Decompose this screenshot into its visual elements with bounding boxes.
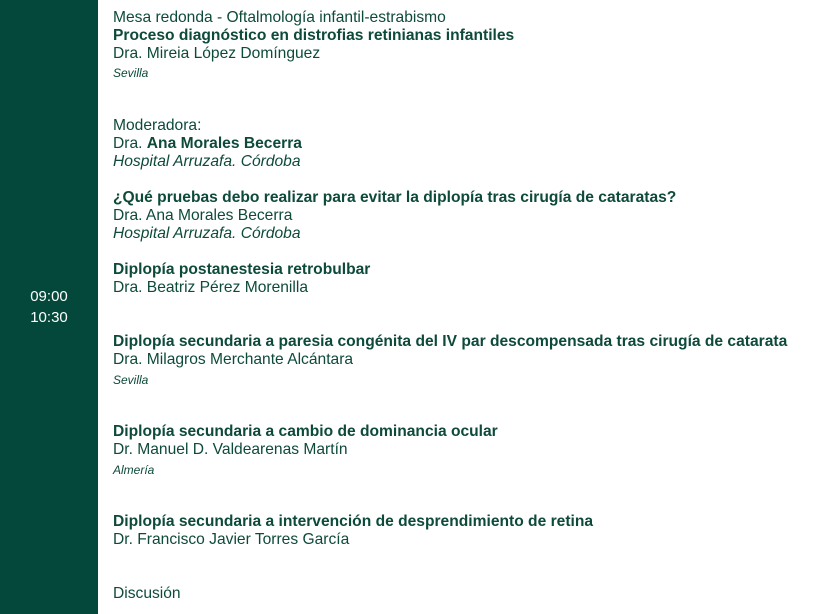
session-type: Mesa redonda - Oftalmología infantil-estrabismo [113, 9, 446, 26]
talk-speaker: Dr. Francisco Javier Torres García [113, 531, 350, 548]
talk-title: Diplopía postanestesia retrobulbar [113, 261, 371, 278]
time-column [0, 0, 98, 614]
talk-title: ¿Qué pruebas debo realizar para evitar la diplopía tras cirugía de cataratas? [113, 189, 677, 206]
intro-talk-title: Proceso diagnóstico en distrofias retinianas infantiles [113, 27, 515, 44]
talk-speaker: Dr. Manuel D. Valdearenas Martín [113, 441, 348, 458]
discussion-label: Discusión [113, 585, 181, 602]
talk-title: Diplopía secundaria a cambio de dominancia ocular [113, 423, 498, 440]
talk-speaker: Dra. Milagros Merchante Alcántara [113, 351, 354, 368]
intro-speaker: Dra. Mireia López Domínguez [113, 45, 321, 62]
moderator [113, 135, 302, 153]
talk-speaker: Dra. Beatriz Pérez Morenilla [113, 279, 308, 296]
talk-location: Sevilla [113, 373, 149, 387]
moderator-prefix: Dra. [113, 135, 147, 152]
talk-title: Diplopía secundaria a paresia congénita del IV par descompensada tras cirugía de catarata [113, 333, 788, 350]
talk-speaker: Dra. Ana Morales Becerra [113, 207, 293, 224]
end-time: 10:30 [30, 309, 68, 326]
talk-location: Almería [113, 463, 155, 477]
moderator-name: Ana Morales Becerra [146, 135, 302, 152]
moderator-label: Moderadora: [113, 117, 202, 134]
intro-location: Sevilla [113, 66, 149, 80]
moderator-affiliation: Hospital Arruzafa. Córdoba [113, 153, 301, 170]
talk-affiliation: Hospital Arruzafa. Córdoba [113, 225, 301, 242]
start-time: 09:00 [30, 288, 68, 305]
talk-title: Diplopía secundaria a intervención de desprendimiento de retina [113, 513, 594, 530]
